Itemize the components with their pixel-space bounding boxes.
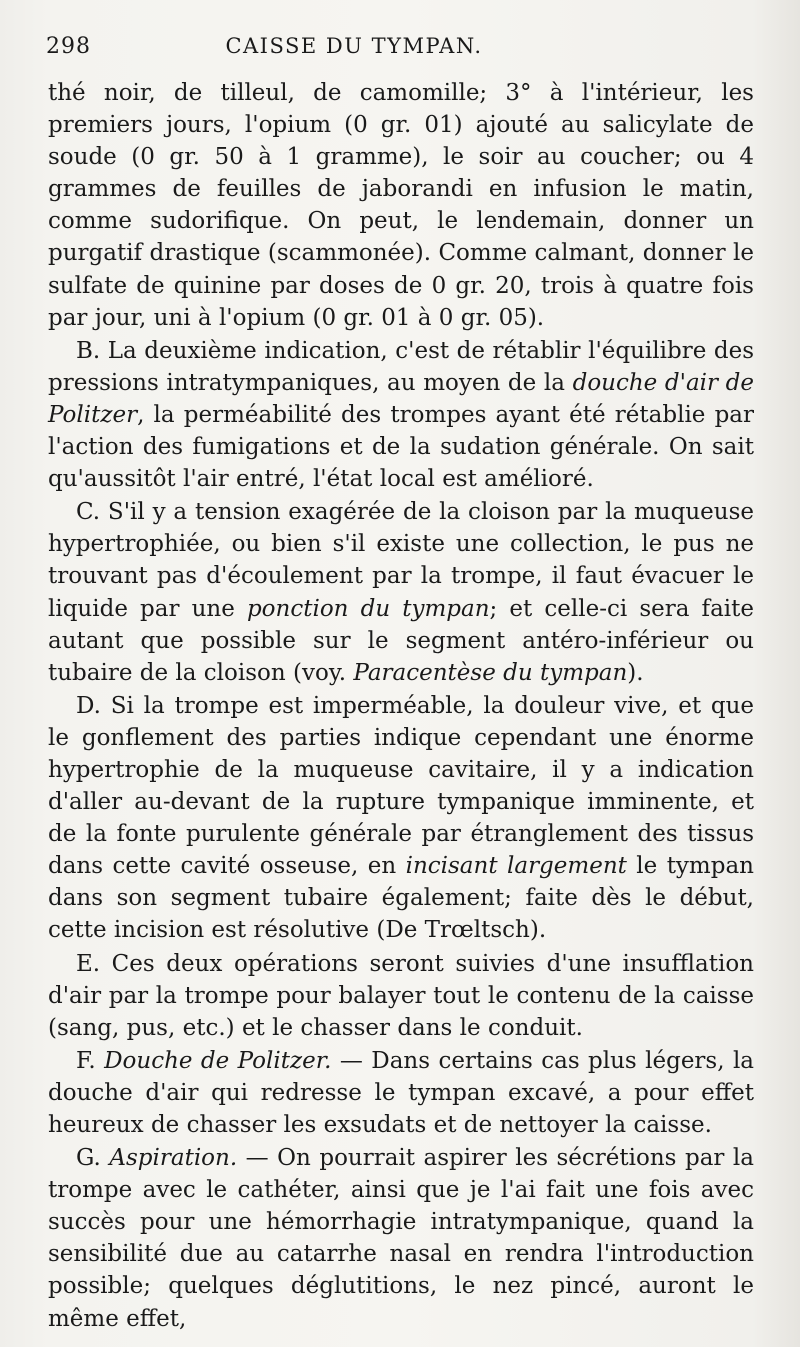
paragraph-f-lead: F. bbox=[76, 1047, 105, 1074]
paragraph-c-tail: ). bbox=[627, 659, 644, 686]
paragraph-b-emphasis: douche d'air de Politzer bbox=[48, 369, 754, 428]
paragraph-f bbox=[48, 1045, 754, 1141]
paragraph-c-emphasis-2: Paracentèse du tympan bbox=[353, 659, 628, 686]
page-header bbox=[46, 34, 752, 68]
paragraph-d-lead: D. Si la trompe est imperméable, la douleur vive, et que le gonflement des parties indique cependant une énorme hypertrophie de la muqueuse cavitaire, il y a indication d'aller au-devant de la rupture tympanique imminente, et de la fonte purulente générale par étranglement des tissus dans cette cavité osseuse, en bbox=[48, 692, 754, 880]
paragraph-d-tail: le tympan dans son segment tubaire également; faite dès le début, cette incision est résolutive (De Trœltsch). bbox=[48, 853, 754, 944]
paragraph-b bbox=[48, 335, 754, 495]
paragraph-e bbox=[48, 948, 754, 1044]
paragraph-f-tail: — Dans certains cas plus légers, la douche d'air qui redresse le tympan excavé, a pour effet heureux de chasser les exsudats et de nettoyer la caisse. bbox=[48, 1047, 755, 1138]
paragraph-d bbox=[48, 690, 754, 947]
paragraph-g-lead: G. bbox=[76, 1145, 110, 1172]
paragraph-d-emphasis: incisant largement bbox=[405, 853, 627, 880]
paragraph-f-emphasis: Douche de Politzer. bbox=[104, 1047, 332, 1074]
paragraph-b-lead: B. La deuxième indication, c'est de rétablir l'équilibre des pressions intratympaniques, au moyen de la bbox=[48, 337, 754, 396]
body-text bbox=[48, 77, 754, 1335]
running-head: CAISSE DU TYMPAN. bbox=[225, 34, 483, 58]
paragraph-c-emphasis-1: ponction du tympan bbox=[246, 595, 490, 622]
paragraph-g bbox=[48, 1142, 754, 1335]
page-number: 298 bbox=[46, 34, 91, 59]
paragraph-c-mid: ; et celle-ci sera faite autant que possible sur le segment antéro-inférieur ou tubaire de la cloison (voy. bbox=[48, 595, 754, 686]
paragraph-continuation bbox=[48, 77, 754, 334]
paragraph-c bbox=[48, 496, 754, 689]
paragraph-b-tail: , la perméabilité des trompes ayant été rétablie par l'action des fumigations et de la sudation générale. On sait qu'aussitôt l'air entré, l'état local est amélioré. bbox=[48, 401, 754, 493]
paragraph-text: thé noir, de tilleul, de camomille; 3° à l'intérieur, les premiers jours, l'opium (0 gr. 01) ajouté au salicylate de soude (0 gr. 50 à 1 gramme), le soir au coucher; ou 4 grammes de feuilles de jaborandi en infusion le matin, comme sudorifique. On peut, le lendemain, donner un purgatif drastique (scammonée). Comme calmant, donner le sulfate de quinine par doses de 0 gr. 20, trois à quatre fois par jour, uni à l'opium (0 gr. 01 à 0 gr. 05). bbox=[48, 80, 754, 331]
paragraph-g-emphasis: Aspiration. bbox=[109, 1145, 238, 1172]
paragraph-e-text: E. Ces deux opérations seront suivies d'une insufflation d'air par la trompe pour balayer tout le contenu de la caisse (sang, pus, etc.) et le chasser dans le conduit. bbox=[48, 950, 754, 1041]
paragraph-g-tail: — On pourrait aspirer les sécrétions par la trompe avec le cathéter, ainsi que je l'ai fait une fois avec succès pour une hémorrhagie intratympanique, quand la sensibilité due au catarrhe nasal en rendra l'introduction possible; quelques déglutitions, le nez pincé, auront le même effet, bbox=[48, 1145, 754, 1332]
paragraph-c-lead: C. S'il y a tension exagérée de la cloison par la muqueuse hypertrophiée, ou bien s'il existe une collection, le pus ne trouvant pas d'écoulement par la trompe, il faut évacuer le liquide par une bbox=[48, 499, 754, 622]
